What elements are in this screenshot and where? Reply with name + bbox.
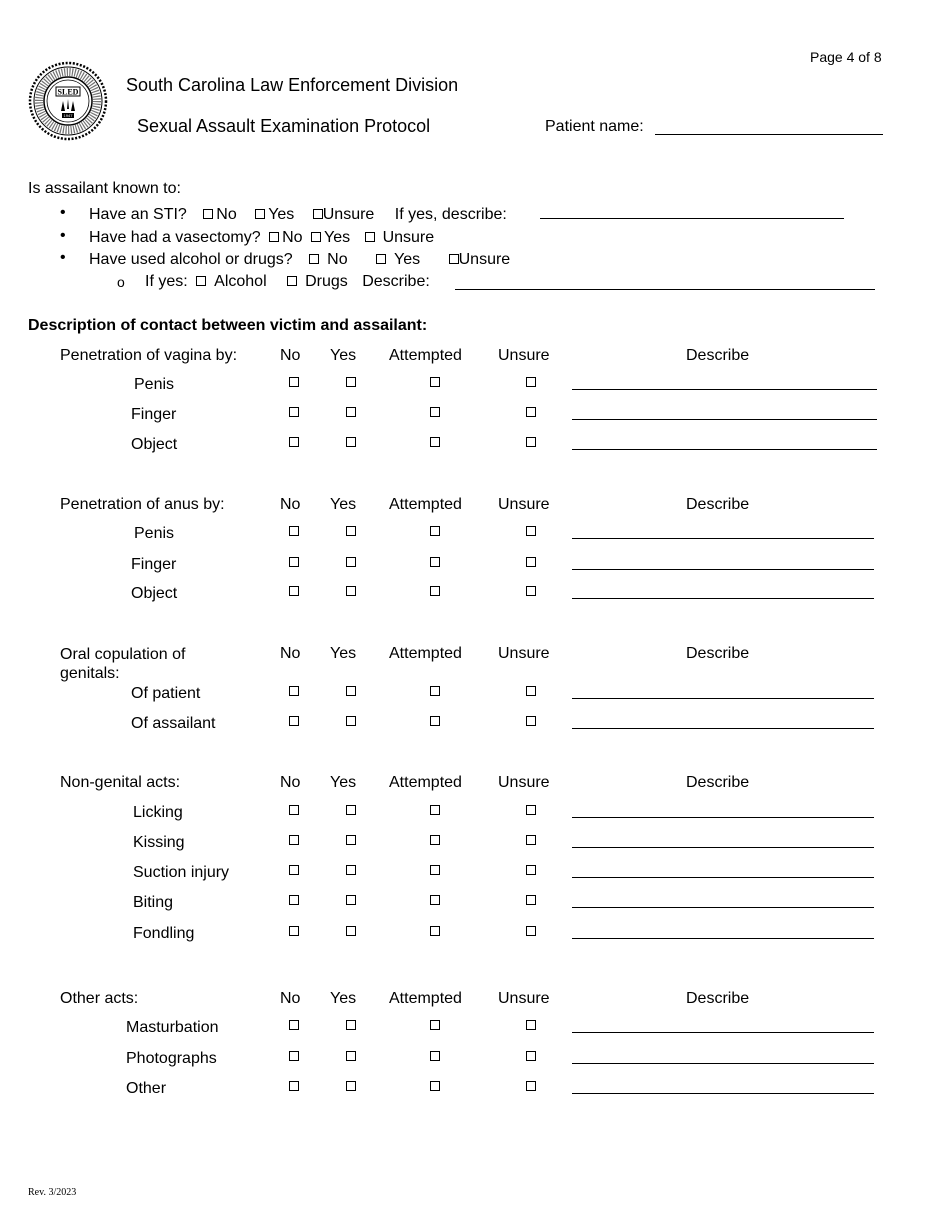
alcohol-no-label: No xyxy=(327,251,348,268)
yes-checkbox[interactable] xyxy=(346,586,356,596)
attempted-checkbox[interactable] xyxy=(430,407,440,417)
attempted-checkbox[interactable] xyxy=(430,895,440,905)
alcohol-no-checkbox[interactable] xyxy=(309,254,319,264)
yes-checkbox[interactable] xyxy=(346,1020,356,1030)
column-header-yes: Yes xyxy=(330,990,357,1007)
vasectomy-no-label: No xyxy=(282,229,303,246)
patient-name-label: Patient name: xyxy=(545,118,644,135)
unsure-checkbox[interactable] xyxy=(526,526,536,536)
no-checkbox[interactable] xyxy=(289,835,299,845)
column-header-describe: Describe xyxy=(686,496,750,513)
row-label: Photographs xyxy=(126,1050,217,1067)
page-number: Page 4 of 8 xyxy=(810,49,882,65)
column-header-describe: Describe xyxy=(686,774,750,791)
attempted-checkbox[interactable] xyxy=(430,835,440,845)
alcohol-unsure-checkbox[interactable] xyxy=(449,254,459,264)
describe-field[interactable] xyxy=(572,1093,874,1094)
substance-alcohol-checkbox[interactable] xyxy=(196,276,206,286)
attempted-checkbox[interactable] xyxy=(430,865,440,875)
sti-unsure-checkbox[interactable] xyxy=(313,209,323,219)
sub-bullet: o xyxy=(117,274,125,290)
unsure-checkbox[interactable] xyxy=(526,1081,536,1091)
svg-text:1947: 1947 xyxy=(63,113,73,119)
column-header-attempted: Attempted xyxy=(389,496,462,513)
attempted-checkbox[interactable] xyxy=(430,586,440,596)
attempted-checkbox[interactable] xyxy=(430,716,440,726)
column-header-attempted: Attempted xyxy=(389,347,462,364)
yes-checkbox[interactable] xyxy=(346,526,356,536)
describe-field[interactable] xyxy=(572,907,874,908)
bullet: • xyxy=(60,227,66,244)
no-checkbox[interactable] xyxy=(289,1081,299,1091)
column-header-no: No xyxy=(280,645,301,662)
no-checkbox[interactable] xyxy=(289,407,299,417)
column-header-yes: Yes xyxy=(330,496,357,513)
no-checkbox[interactable] xyxy=(289,437,299,447)
no-checkbox[interactable] xyxy=(289,557,299,567)
column-header-attempted: Attempted xyxy=(389,774,462,791)
substance-row xyxy=(145,273,430,291)
revision-date: Rev. 3/2023 xyxy=(28,1187,77,1198)
yes-checkbox[interactable] xyxy=(346,865,356,875)
document-title: Sexual Assault Examination Protocol xyxy=(137,116,431,136)
unsure-checkbox[interactable] xyxy=(526,407,536,417)
no-checkbox[interactable] xyxy=(289,1020,299,1030)
section-label: Penetration of vagina by: xyxy=(60,347,238,364)
sti-describe-label: If yes, describe: xyxy=(394,206,507,223)
row-label: Finger xyxy=(131,556,177,573)
yes-checkbox[interactable] xyxy=(346,686,356,696)
describe-field[interactable] xyxy=(572,1032,874,1033)
row-label: Penis xyxy=(134,376,175,393)
yes-checkbox[interactable] xyxy=(346,1051,356,1061)
section-label: Other acts: xyxy=(60,990,139,1007)
yes-checkbox[interactable] xyxy=(346,407,356,417)
column-header-no: No xyxy=(280,496,301,513)
alcohol-yes-label: Yes xyxy=(394,251,421,268)
section-label: Non-genital acts: xyxy=(60,774,181,791)
sti-yes-label: Yes xyxy=(268,206,295,223)
attempted-checkbox[interactable] xyxy=(430,1020,440,1030)
row-label: Object xyxy=(131,436,178,453)
sled-seal-logo xyxy=(28,61,108,141)
unsure-checkbox[interactable] xyxy=(526,437,536,447)
unsure-checkbox[interactable] xyxy=(526,716,536,726)
no-checkbox[interactable] xyxy=(289,716,299,726)
column-header-yes: Yes xyxy=(330,347,357,364)
yes-checkbox[interactable] xyxy=(346,557,356,567)
no-checkbox[interactable] xyxy=(289,1051,299,1061)
vasectomy-no-checkbox[interactable] xyxy=(269,232,279,242)
yes-checkbox[interactable] xyxy=(346,716,356,726)
no-checkbox[interactable] xyxy=(289,895,299,905)
unsure-checkbox[interactable] xyxy=(526,805,536,815)
column-header-unsure: Unsure xyxy=(498,990,550,1007)
yes-checkbox[interactable] xyxy=(346,437,356,447)
sti-no-label: No xyxy=(216,206,237,223)
substance-drugs-label: Drugs xyxy=(305,273,348,290)
attempted-checkbox[interactable] xyxy=(430,377,440,387)
row-label: Fondling xyxy=(133,925,195,942)
unsure-checkbox[interactable] xyxy=(526,1020,536,1030)
column-header-describe: Describe xyxy=(686,990,750,1007)
attempted-checkbox[interactable] xyxy=(430,926,440,936)
row-label: Biting xyxy=(133,894,174,911)
describe-field[interactable] xyxy=(572,389,877,390)
sti-describe-field[interactable] xyxy=(540,218,844,219)
unsure-checkbox[interactable] xyxy=(526,1051,536,1061)
attempted-checkbox[interactable] xyxy=(430,805,440,815)
unsure-checkbox[interactable] xyxy=(526,835,536,845)
unsure-checkbox[interactable] xyxy=(526,586,536,596)
attempted-checkbox[interactable] xyxy=(430,526,440,536)
describe-field[interactable] xyxy=(572,847,874,848)
attempted-checkbox[interactable] xyxy=(430,686,440,696)
alcohol-yes-checkbox[interactable] xyxy=(376,254,386,264)
column-header-attempted: Attempted xyxy=(389,990,462,1007)
alcohol-unsure-label: Unsure xyxy=(458,251,511,268)
bullet: • xyxy=(60,249,66,266)
no-checkbox[interactable] xyxy=(289,526,299,536)
describe-field[interactable] xyxy=(572,538,874,539)
substance-describe-field[interactable] xyxy=(455,289,875,290)
unsure-checkbox[interactable] xyxy=(526,865,536,875)
yes-checkbox[interactable] xyxy=(346,805,356,815)
organization-name: South Carolina Law Enforcement Division xyxy=(126,75,459,95)
describe-field[interactable] xyxy=(572,877,874,878)
no-checkbox[interactable] xyxy=(289,377,299,387)
vasectomy-question-row xyxy=(89,229,434,247)
describe-field[interactable] xyxy=(572,598,874,599)
row-label: Kissing xyxy=(133,834,185,851)
column-header-no: No xyxy=(280,347,301,364)
yes-checkbox[interactable] xyxy=(346,835,356,845)
unsure-checkbox[interactable] xyxy=(526,926,536,936)
yes-checkbox[interactable] xyxy=(346,895,356,905)
attempted-checkbox[interactable] xyxy=(430,1081,440,1091)
attempted-checkbox[interactable] xyxy=(430,1051,440,1061)
unsure-checkbox[interactable] xyxy=(526,895,536,905)
row-label: Finger xyxy=(131,406,177,423)
assailant-known-heading: Is assailant known to: xyxy=(28,180,181,197)
row-label: Penis xyxy=(134,525,175,542)
no-checkbox[interactable] xyxy=(289,686,299,696)
yes-checkbox[interactable] xyxy=(346,1081,356,1091)
row-label: Of assailant xyxy=(131,715,216,732)
substance-drugs-checkbox[interactable] xyxy=(287,276,297,286)
attempted-checkbox[interactable] xyxy=(430,437,440,447)
column-header-unsure: Unsure xyxy=(498,347,550,364)
describe-field[interactable] xyxy=(572,938,874,939)
no-checkbox[interactable] xyxy=(289,865,299,875)
row-label: Other xyxy=(126,1080,167,1097)
describe-field[interactable] xyxy=(572,1063,874,1064)
no-checkbox[interactable] xyxy=(289,926,299,936)
yes-checkbox[interactable] xyxy=(346,377,356,387)
sti-yes-checkbox[interactable] xyxy=(255,209,265,219)
unsure-checkbox[interactable] xyxy=(526,557,536,567)
column-header-unsure: Unsure xyxy=(498,774,550,791)
column-header-describe: Describe xyxy=(686,645,750,662)
svg-text:SLED: SLED xyxy=(57,87,79,97)
yes-checkbox[interactable] xyxy=(346,926,356,936)
column-header-no: No xyxy=(280,774,301,791)
describe-field[interactable] xyxy=(572,569,874,570)
row-label: Of patient xyxy=(131,685,201,702)
sti-no-checkbox[interactable] xyxy=(203,209,213,219)
vasectomy-yes-checkbox[interactable] xyxy=(311,232,321,242)
bullet: • xyxy=(60,204,66,221)
sti-question: Have an STI? xyxy=(89,206,187,223)
sti-question-row xyxy=(89,206,507,224)
row-label: Licking xyxy=(133,804,183,821)
describe-field[interactable] xyxy=(572,728,874,729)
vasectomy-question: Have had a vasectomy? xyxy=(89,229,261,246)
unsure-checkbox[interactable] xyxy=(526,377,536,387)
column-header-no: No xyxy=(280,990,301,1007)
substance-alcohol-label: Alcohol xyxy=(214,273,267,290)
attempted-checkbox[interactable] xyxy=(430,557,440,567)
column-header-unsure: Unsure xyxy=(498,496,550,513)
no-checkbox[interactable] xyxy=(289,586,299,596)
section-label: Oral copulation of genitals: xyxy=(60,646,186,682)
describe-field[interactable] xyxy=(572,449,877,450)
contact-heading: Description of contact between victim and assailant: xyxy=(28,317,428,334)
row-label: Suction injury xyxy=(133,864,230,881)
alcohol-question: Have used alcohol or drugs? xyxy=(89,251,293,268)
vasectomy-unsure-label: Unsure xyxy=(382,229,435,246)
column-header-unsure: Unsure xyxy=(498,645,550,662)
row-label: Object xyxy=(131,585,178,602)
column-header-yes: Yes xyxy=(330,774,357,791)
substance-describe-label: Describe: xyxy=(362,273,430,290)
section-label: Penetration of anus by: xyxy=(60,496,225,513)
vasectomy-yes-label: Yes xyxy=(324,229,351,246)
vasectomy-unsure-checkbox[interactable] xyxy=(365,232,375,242)
no-checkbox[interactable] xyxy=(289,805,299,815)
row-label: Masturbation xyxy=(126,1019,219,1036)
describe-field[interactable] xyxy=(572,419,877,420)
describe-field[interactable] xyxy=(572,698,874,699)
column-header-attempted: Attempted xyxy=(389,645,462,662)
sti-unsure-label: Unsure xyxy=(322,206,375,223)
column-header-yes: Yes xyxy=(330,645,357,662)
substance-if-yes-label: If yes: xyxy=(145,273,188,290)
describe-field[interactable] xyxy=(572,817,874,818)
column-header-describe: Describe xyxy=(686,347,750,364)
alcohol-question-row xyxy=(89,251,510,269)
patient-name-field[interactable] xyxy=(655,134,883,135)
unsure-checkbox[interactable] xyxy=(526,686,536,696)
